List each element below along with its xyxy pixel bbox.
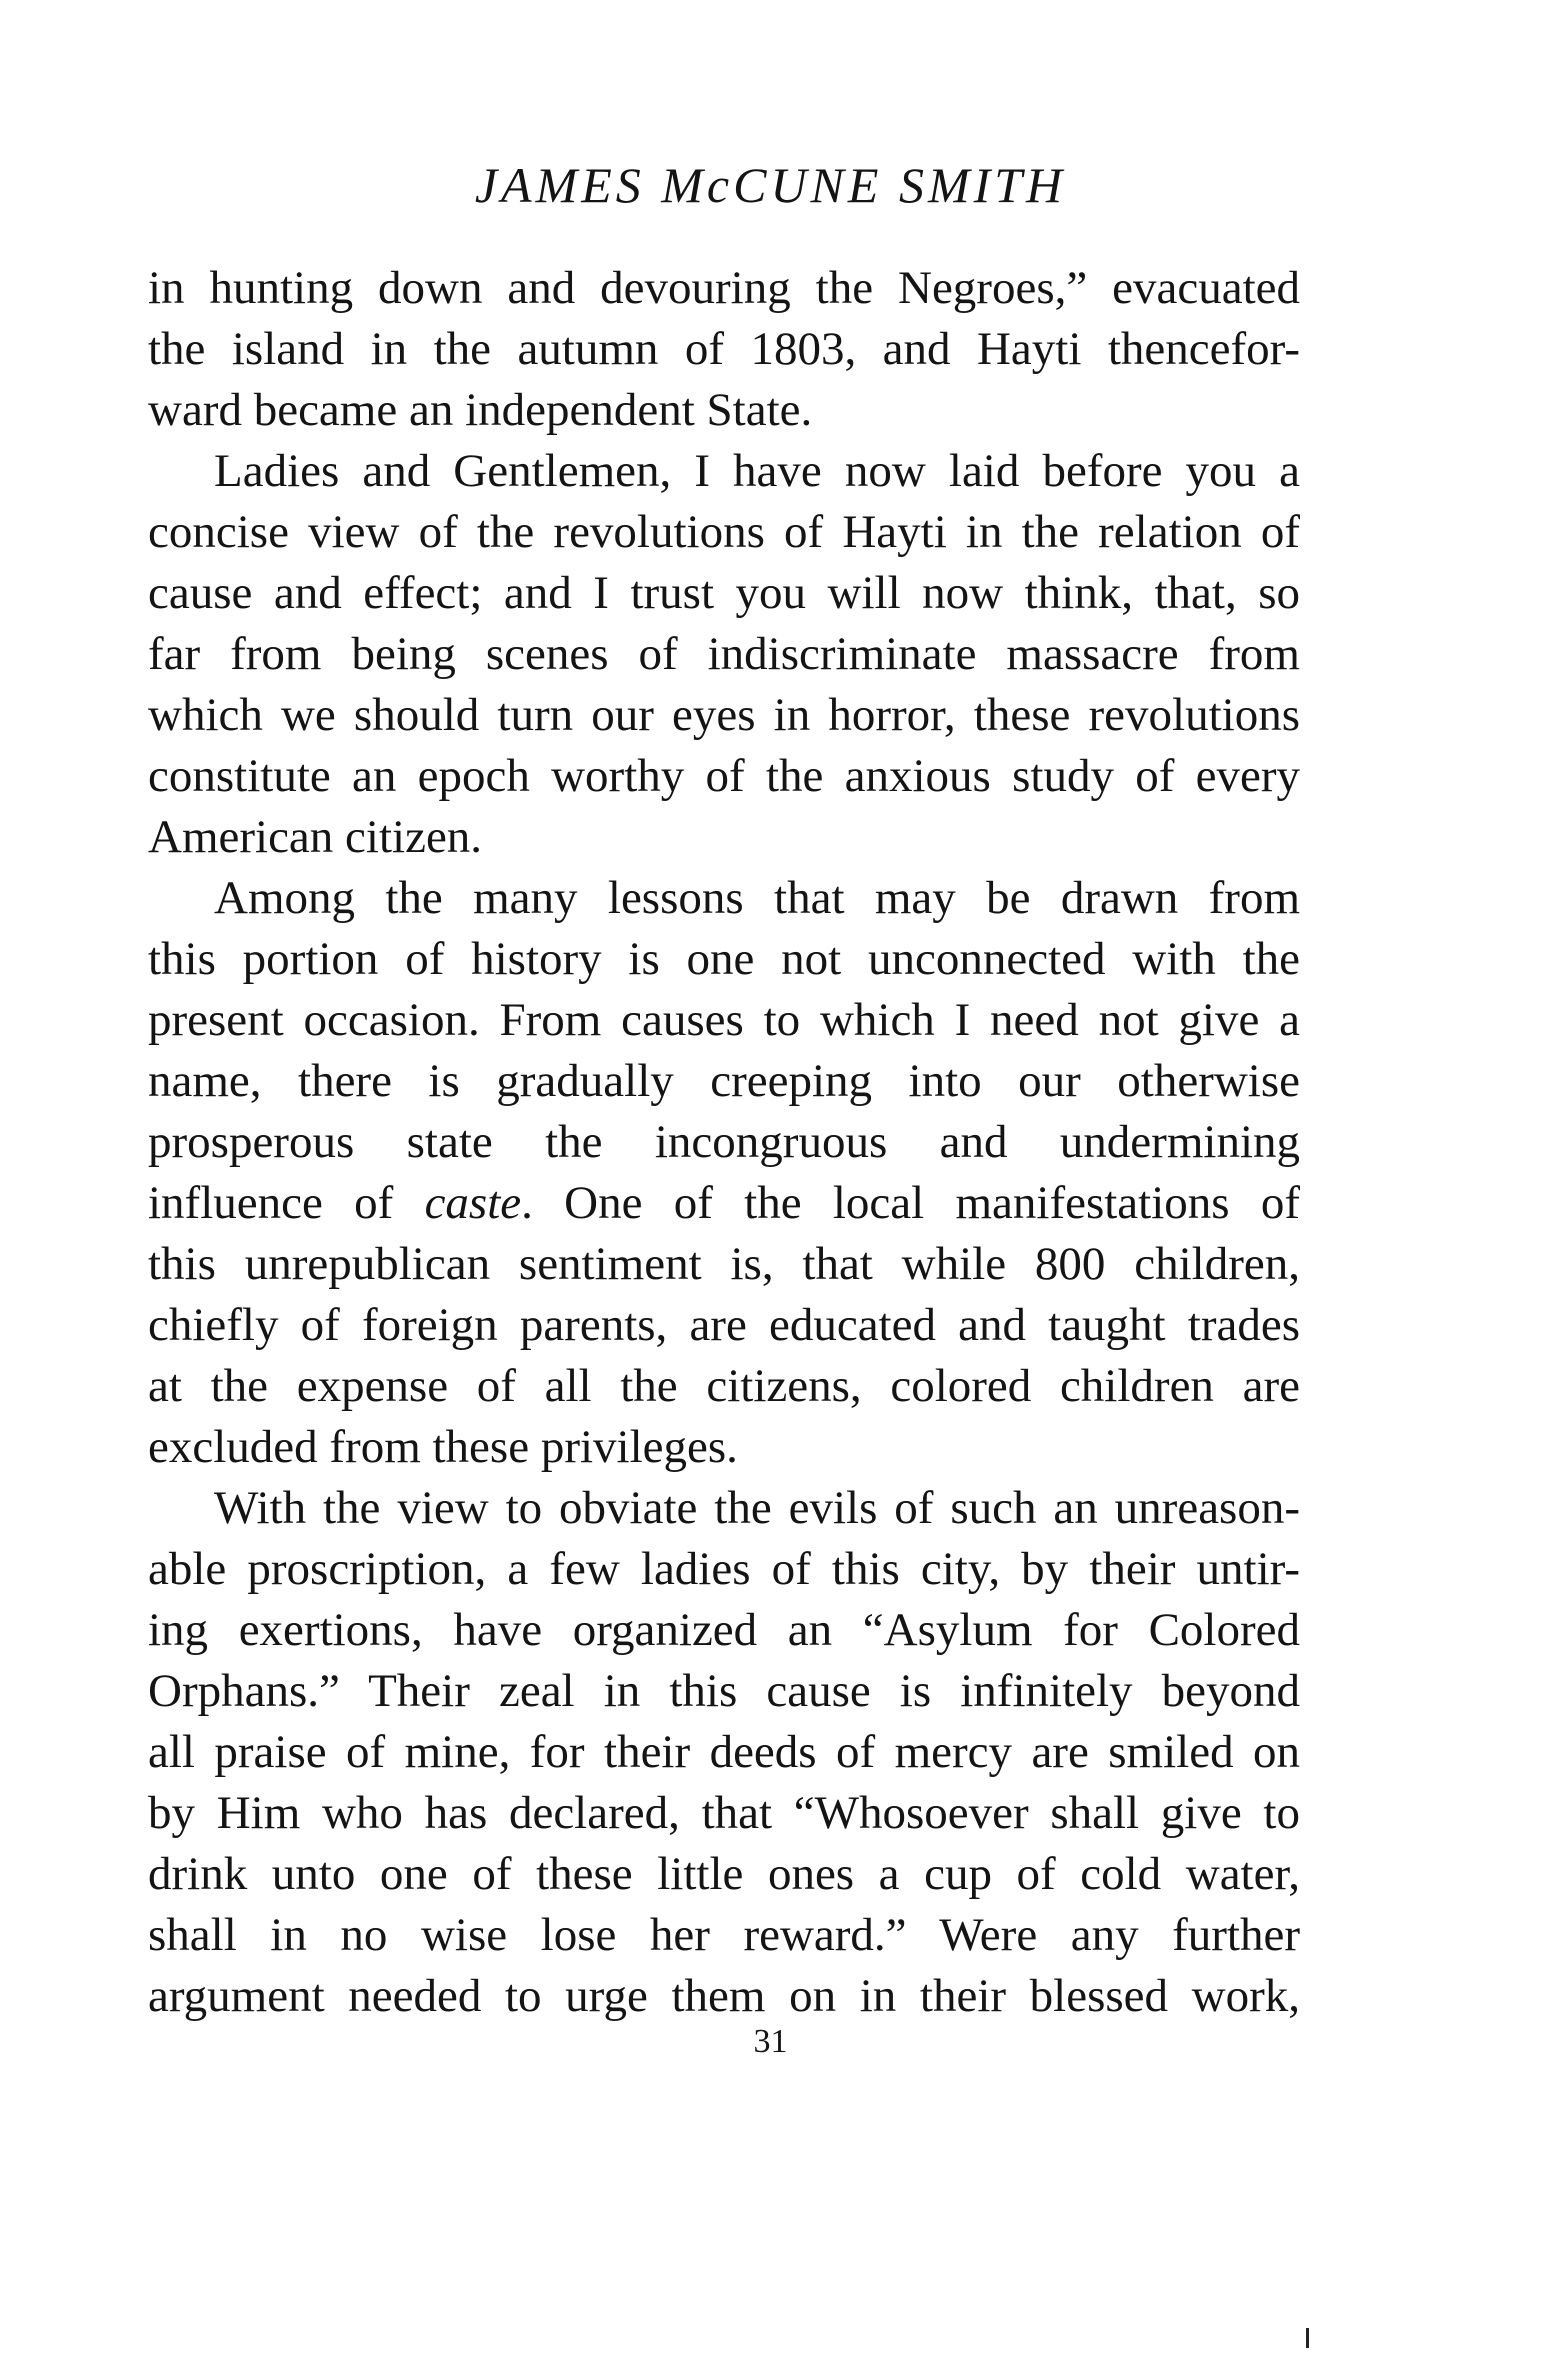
- paragraph: [148, 1478, 1300, 2027]
- text-line: all praise of mine, for their deeds of mercy are smiled on: [148, 1726, 1300, 1778]
- paragraph: [148, 441, 1300, 868]
- text-line: Ladies and Gentlemen, I have now laid before you a: [214, 445, 1300, 497]
- text-line: American citizen.: [148, 811, 483, 863]
- body-text: [148, 258, 1300, 2027]
- page-number: 31: [753, 2023, 788, 2060]
- text-line: at the expense of all the citizens, colored children are: [148, 1360, 1300, 1412]
- text-line: far from being scenes of indiscriminate massacre from: [148, 628, 1300, 680]
- emphasis-caste: caste: [424, 1177, 522, 1229]
- text-line: able proscription, a few ladies of this city, by their untir-: [148, 1543, 1300, 1595]
- text-line: shall in no wise lose her reward.” Were any further: [148, 1909, 1300, 1961]
- text-line: chiefly of foreign parents, are educated and taught trades: [148, 1299, 1300, 1351]
- text-line: by Him who has declared, that “Whosoever shall give to: [148, 1787, 1300, 1839]
- paragraph: [148, 868, 1300, 1478]
- text-line: drink unto one of these little ones a cup of cold water,: [148, 1848, 1300, 1900]
- running-head: JAMES McCUNE SMITH: [474, 157, 1067, 213]
- text-line: Among the many lessons that may be drawn from: [214, 872, 1300, 924]
- text-line: name, there is gradually creeping into our otherwise: [148, 1055, 1300, 1107]
- text-line: Orphans.” Their zeal in this cause is infinitely beyond: [148, 1665, 1300, 1717]
- text-line: ward became an independent State.: [148, 384, 813, 436]
- text-line: the island in the autumn of 1803, and Hayti thencefor-: [148, 323, 1300, 375]
- text-line: which we should turn our eyes in horror, these revolutions: [148, 689, 1300, 741]
- text-line: excluded from these privileges.: [148, 1421, 738, 1473]
- text-line: ing exertions, have organized an “Asylum for Colored: [148, 1604, 1300, 1656]
- text-line: this portion of history is one not unconnected with the: [148, 933, 1300, 985]
- text-line: in hunting down and devouring the Negroes,” evacuated: [148, 262, 1300, 314]
- margin-mark: [1306, 2328, 1309, 2348]
- text-line: this unrepublican sentiment is, that while 800 children,: [148, 1238, 1300, 1290]
- text-line: argument needed to urge them on in their blessed work,: [148, 1970, 1300, 2022]
- text-line: constitute an epoch worthy of the anxious study of every: [148, 750, 1300, 802]
- text-line: influence of caste. One of the local manifestations of: [148, 1177, 1300, 1229]
- text-line: With the view to obviate the evils of such an unreason-: [214, 1482, 1300, 1534]
- text-line: present occasion. From causes to which I need not give a: [148, 994, 1300, 1046]
- text-line: concise view of the revolutions of Hayti in the relation of: [148, 506, 1300, 558]
- text-line: prosperous state the incongruous and undermining: [148, 1116, 1300, 1168]
- text-line: cause and effect; and I trust you will now think, that, so: [148, 567, 1300, 619]
- paragraph: [148, 258, 1300, 441]
